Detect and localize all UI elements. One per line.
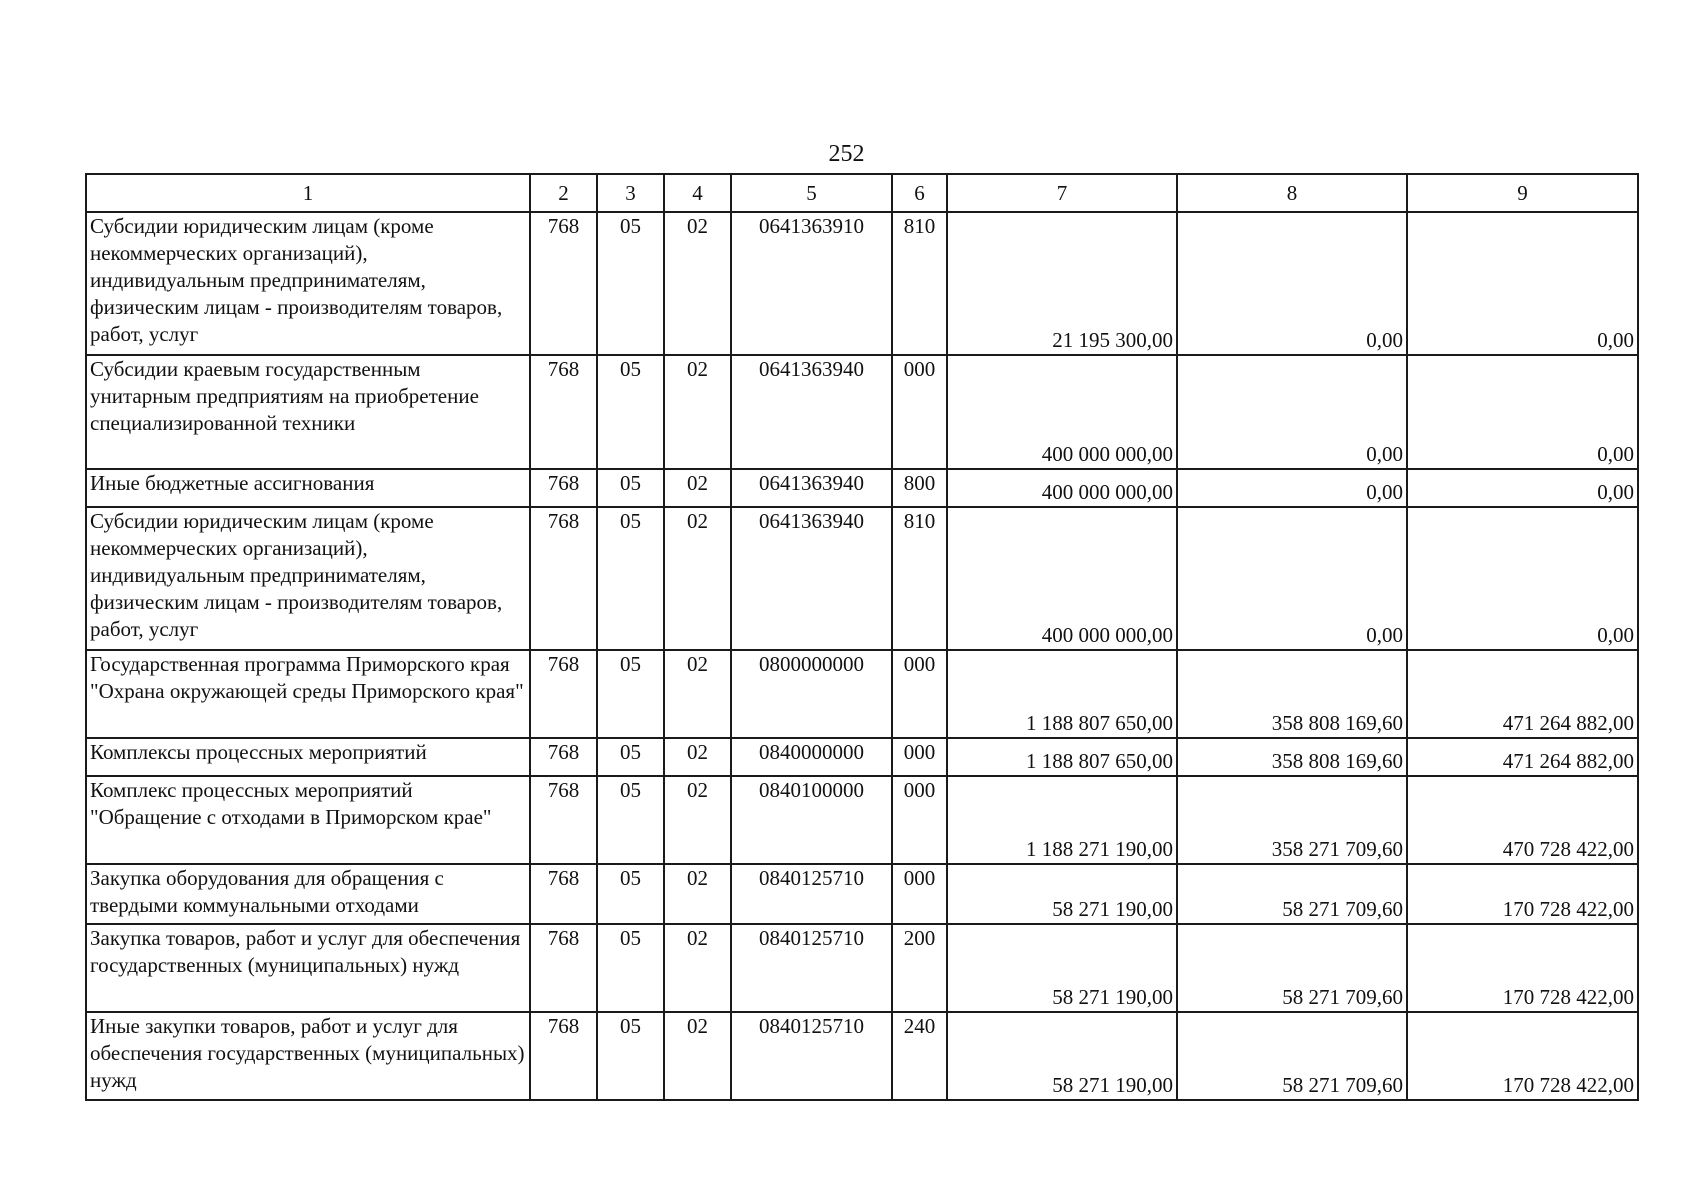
cell-amount-9: 0,00 xyxy=(1407,469,1638,507)
cell-amount-9: 471 264 882,00 xyxy=(1407,738,1638,776)
cell-code-2: 768 xyxy=(530,924,597,1012)
cell-code-5: 0840000000 xyxy=(731,738,892,776)
column-header: 5 xyxy=(731,174,892,212)
cell-code-6: 800 xyxy=(892,469,947,507)
column-header: 6 xyxy=(892,174,947,212)
column-header: 8 xyxy=(1177,174,1407,212)
cell-amount-8: 58 271 709,60 xyxy=(1177,1012,1407,1100)
cell-code-5: 0641363940 xyxy=(731,355,892,469)
cell-code-2: 768 xyxy=(530,776,597,864)
cell-code-2: 768 xyxy=(530,507,597,650)
cell-code-5: 0641363910 xyxy=(731,212,892,355)
table-row xyxy=(86,469,1638,507)
cell-code-6: 000 xyxy=(892,355,947,469)
table-header-row xyxy=(86,174,1638,212)
column-header: 7 xyxy=(947,174,1177,212)
cell-amount-9: 170 728 422,00 xyxy=(1407,864,1638,924)
row-name: Закупка оборудования для обращения с твердыми коммунальными отходами xyxy=(86,864,530,924)
table-row xyxy=(86,355,1638,469)
column-header: 9 xyxy=(1407,174,1638,212)
table-row xyxy=(86,864,1638,924)
cell-code-4: 02 xyxy=(664,1012,731,1100)
cell-code-3: 05 xyxy=(597,776,664,864)
cell-amount-8: 358 808 169,60 xyxy=(1177,738,1407,776)
budget-table xyxy=(85,173,1639,1101)
cell-code-2: 768 xyxy=(530,469,597,507)
cell-code-4: 02 xyxy=(664,776,731,864)
cell-code-3: 05 xyxy=(597,924,664,1012)
row-name: Закупка товаров, работ и услуг для обеспечения государственных (муниципальных) нужд xyxy=(86,924,530,1012)
cell-amount-7: 58 271 190,00 xyxy=(947,1012,1177,1100)
cell-code-5: 0840125710 xyxy=(731,924,892,1012)
row-name: Комплекс процессных мероприятий "Обращение с отходами в Приморском крае" xyxy=(86,776,530,864)
cell-code-4: 02 xyxy=(664,469,731,507)
cell-code-5: 0840125710 xyxy=(731,864,892,924)
table-row xyxy=(86,212,1638,355)
column-header: 4 xyxy=(664,174,731,212)
cell-code-3: 05 xyxy=(597,1012,664,1100)
cell-amount-8: 58 271 709,60 xyxy=(1177,864,1407,924)
cell-code-3: 05 xyxy=(597,738,664,776)
cell-code-2: 768 xyxy=(530,1012,597,1100)
cell-amount-7: 400 000 000,00 xyxy=(947,355,1177,469)
row-name: Комплексы процессных мероприятий xyxy=(86,738,530,776)
cell-amount-7: 21 195 300,00 xyxy=(947,212,1177,355)
table-row xyxy=(86,650,1638,738)
cell-amount-7: 1 188 271 190,00 xyxy=(947,776,1177,864)
table-row xyxy=(86,776,1638,864)
cell-amount-9: 170 728 422,00 xyxy=(1407,924,1638,1012)
row-name: Иные закупки товаров, работ и услуг для обеспечения государственных (муниципальных) нужд xyxy=(86,1012,530,1100)
cell-amount-9: 170 728 422,00 xyxy=(1407,1012,1638,1100)
cell-code-6: 000 xyxy=(892,738,947,776)
row-name: Государственная программа Приморского края "Охрана окружающей среды Приморского края" xyxy=(86,650,530,738)
table-row xyxy=(86,924,1638,1012)
cell-code-6: 000 xyxy=(892,776,947,864)
cell-amount-8: 0,00 xyxy=(1177,212,1407,355)
cell-code-4: 02 xyxy=(664,507,731,650)
cell-code-4: 02 xyxy=(664,212,731,355)
cell-code-5: 0800000000 xyxy=(731,650,892,738)
cell-amount-7: 1 188 807 650,00 xyxy=(947,738,1177,776)
cell-code-6: 240 xyxy=(892,1012,947,1100)
cell-amount-8: 0,00 xyxy=(1177,469,1407,507)
cell-code-4: 02 xyxy=(664,924,731,1012)
column-header: 2 xyxy=(530,174,597,212)
cell-amount-8: 0,00 xyxy=(1177,507,1407,650)
cell-code-2: 768 xyxy=(530,738,597,776)
cell-code-6: 810 xyxy=(892,212,947,355)
cell-code-5: 0840100000 xyxy=(731,776,892,864)
row-name: Субсидии юридическим лицам (кроме некоммерческих организаций), индивидуальным предпринимателям, физическим лицам - производителям товаров, работ, услуг xyxy=(86,212,530,355)
table-row xyxy=(86,507,1638,650)
cell-amount-7: 400 000 000,00 xyxy=(947,469,1177,507)
cell-code-4: 02 xyxy=(664,738,731,776)
cell-code-2: 768 xyxy=(530,355,597,469)
cell-code-6: 000 xyxy=(892,650,947,738)
cell-amount-7: 58 271 190,00 xyxy=(947,864,1177,924)
table-row xyxy=(86,1012,1638,1100)
cell-amount-9: 0,00 xyxy=(1407,507,1638,650)
cell-code-6: 200 xyxy=(892,924,947,1012)
cell-code-4: 02 xyxy=(664,650,731,738)
page-number: 252 xyxy=(828,141,865,167)
cell-code-2: 768 xyxy=(530,864,597,924)
row-name: Субсидии краевым государственным унитарным предприятиям на приобретение специализированной техники xyxy=(86,355,530,469)
cell-amount-9: 0,00 xyxy=(1407,355,1638,469)
cell-code-5: 0641363940 xyxy=(731,507,892,650)
cell-code-2: 768 xyxy=(530,212,597,355)
cell-amount-7: 1 188 807 650,00 xyxy=(947,650,1177,738)
cell-code-2: 768 xyxy=(530,650,597,738)
cell-code-3: 05 xyxy=(597,864,664,924)
column-header: 3 xyxy=(597,174,664,212)
cell-code-4: 02 xyxy=(664,355,731,469)
cell-amount-9: 471 264 882,00 xyxy=(1407,650,1638,738)
cell-amount-9: 0,00 xyxy=(1407,212,1638,355)
cell-amount-8: 358 808 169,60 xyxy=(1177,650,1407,738)
cell-code-5: 0641363940 xyxy=(731,469,892,507)
cell-code-3: 05 xyxy=(597,355,664,469)
cell-amount-7: 58 271 190,00 xyxy=(947,924,1177,1012)
cell-amount-8: 58 271 709,60 xyxy=(1177,924,1407,1012)
cell-code-3: 05 xyxy=(597,469,664,507)
cell-amount-9: 470 728 422,00 xyxy=(1407,776,1638,864)
cell-code-5: 0840125710 xyxy=(731,1012,892,1100)
cell-code-6: 000 xyxy=(892,864,947,924)
cell-code-6: 810 xyxy=(892,507,947,650)
cell-amount-8: 0,00 xyxy=(1177,355,1407,469)
cell-code-3: 05 xyxy=(597,507,664,650)
table-row xyxy=(86,738,1638,776)
column-header: 1 xyxy=(86,174,530,212)
cell-amount-8: 358 271 709,60 xyxy=(1177,776,1407,864)
cell-code-4: 02 xyxy=(664,864,731,924)
cell-amount-7: 400 000 000,00 xyxy=(947,507,1177,650)
row-name: Иные бюджетные ассигнования xyxy=(86,469,530,507)
cell-code-3: 05 xyxy=(597,212,664,355)
row-name: Субсидии юридическим лицам (кроме некоммерческих организаций), индивидуальным предпринимателям, физическим лицам - производителям товаров, работ, услуг xyxy=(86,507,530,650)
cell-code-3: 05 xyxy=(597,650,664,738)
